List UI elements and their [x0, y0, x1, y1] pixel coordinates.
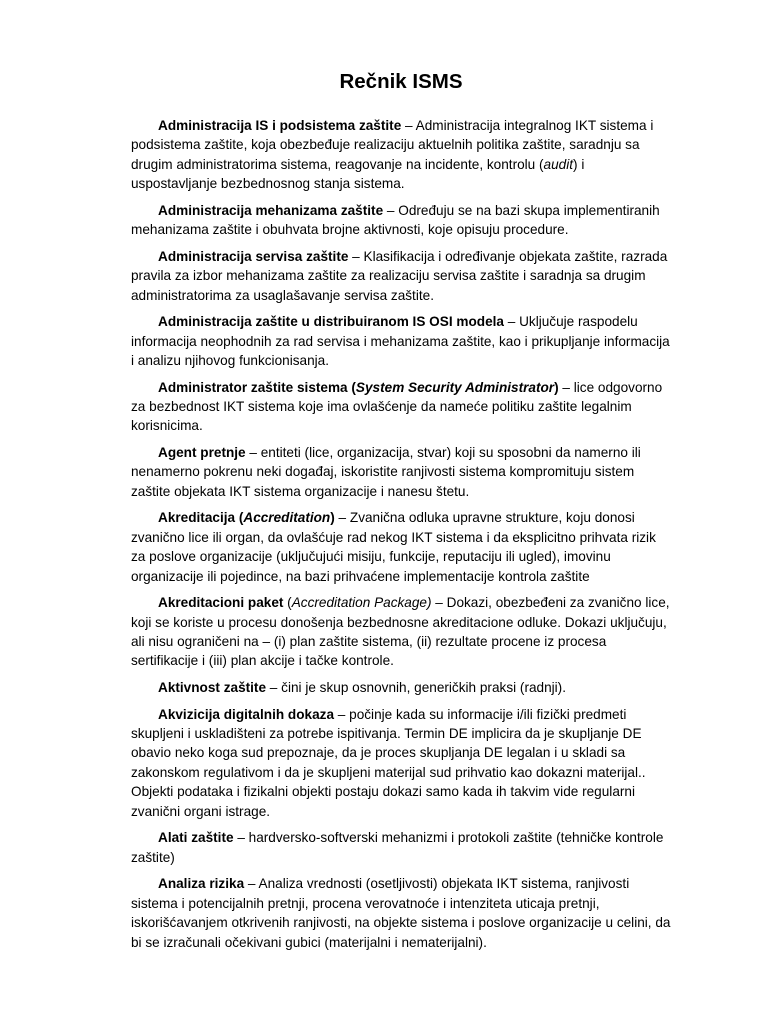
glossary-entry — [131, 116, 671, 194]
entry-text: – Određuju se na bazi skupa implementiranih mehanizama zaštite i obuhvata brojne aktivnosti, koje opisuju procedure. — [131, 202, 660, 238]
entry-text: – Zvanična odluka upravne strukture, koju donosi zvanično lice ili organ, da ovlašćuje rad nekog IKT sistema i da eksplicitno prihvata rizik za poslove organizacije (uključujući misiju, funkcije, reputaciju ili ugled), imovinu organizacije ili pojedince, na bazi prihvaćene implementacije kontrola zaštite — [131, 510, 656, 584]
entry-text: – čini je skup osnovnih, generičkih praksi (radnji). — [266, 680, 566, 696]
entry-term: Alati zaštite — [158, 830, 234, 846]
glossary-entry — [131, 678, 671, 697]
entry-term: ) — [330, 510, 335, 526]
document-page — [131, 68, 671, 959]
glossary-entry — [131, 312, 671, 370]
entry-term: Administracija IS i podsistema zaštite — [158, 118, 402, 133]
entry-text: – Klasifikacija i određivanje objekata zaštite, razrada pravila za izbor mehanizama zaštite za realizaciju servisa zaštite i saradnja sa drugim administratorima za usaglašavanje servisa zaštite. — [131, 248, 668, 303]
entry-term: ) — [554, 379, 559, 395]
glossary-entry — [131, 378, 671, 436]
entry-text: – entiteti (lice, organizacija, stvar) koji su sposobni da namerno ili nenamerno pokrenu neki događaj, iskoristite ranjivosti sistema kompromituju sistem zaštite objekata IKT sistema organizacije i nanesu štetu. — [131, 445, 641, 499]
entry-text: – Uključuje raspodelu informacija neophodnih za rad servisa i mehanizama zaštite, kao i prikupljanje informacija i analizu njihovog funkcionisanja. — [131, 314, 670, 369]
entry-text: ) i uspostavljanje bezbednosnog stanja sistema. — [131, 156, 585, 192]
entry-text: audit — [543, 156, 574, 172]
entry-text: ( — [283, 595, 292, 611]
glossary-entry — [131, 201, 671, 240]
entry-text: – Administracija integralnog IKT sistema i podsistema zaštite, koja obezbeđuje realizaciju aktuelnih politika zaštite, saradnju sa drugim administratorima sistema, reagovanje na incidente, kontrolu ( — [131, 118, 654, 172]
entry-term: Analiza rizika — [158, 876, 245, 892]
entry-term: Accreditation — [243, 510, 331, 526]
entry-text: – počinje kada su informacije i/ili fizički predmeti skupljeni i uskladišteni za potrebe ispitivanja. Termin DE implicira da je skupljanje DE obavio neko koga sud prepoznaje, da je proces skupljanja DE legalan i u skladi sa zakonskom regulativom i da je skupljeni materijal sud prihvatio kao dokazni materijal.. Objekti podataka i fizikalni objekti postaju dokazi samo kada ih takvim vide regularni zvanični organi istrage. — [131, 706, 646, 819]
entry-text: – lice odgovorno za bezbednost IKT sistema koje ima ovlašćenje da nameće politiku zaštite legalnim korisnicima. — [131, 379, 663, 434]
glossary-entries — [131, 116, 671, 952]
entry-term: Administracija mehanizama zaštite — [158, 202, 384, 218]
glossary-entry — [131, 593, 671, 671]
entry-term: Administrator zaštite sistema ( — [158, 379, 356, 395]
entry-term: Administracija zaštite u distribuiranom IS OSI modela — [158, 314, 504, 330]
entry-term: Akvizicija digitalnih dokaza — [158, 706, 335, 722]
glossary-entry — [131, 828, 671, 867]
entry-term: Administracija servisa zaštite — [158, 248, 349, 264]
glossary-entry — [131, 443, 671, 501]
document-title: Rečnik ISMS — [339, 70, 463, 93]
entry-text: – Analiza vrednosti (osetljivosti) objekata IKT sistema, ranjivosti sistema i potencijalnih pretnji, procena verovatnoće i intenziteta uticaja pretnji, iskorišćavanjem otkrivenih ranjivosti, na objekte sistema i poslove organizacije u celini, da bi se izračunali očekivani gubici (materijalni i nematerijalni). — [131, 876, 671, 950]
entry-term: Aktivnost zaštite — [158, 680, 267, 696]
entry-text: – Dokazi, obezbeđeni za zvanično lice, koji se koriste u procesu donošenja bezbednosne akreditacione odluke. Dokazi uključuju, ali nisu ograničeni na – (i) plan zaštite sistema, (ii) rezultate procene iz procesa sertifikacije i (iii) plan akcije i tačke kontrole. — [131, 595, 670, 669]
entry-text: – hardversko-softverski mehanizmi i protokoli zaštite (tehničke kontrole zaštite) — [131, 830, 664, 865]
glossary-entry — [131, 247, 671, 305]
entry-term: Akreditacija ( — [158, 510, 244, 526]
glossary-entry — [131, 705, 671, 821]
entry-term: System Security Administrator — [355, 379, 555, 395]
entry-term: Agent pretnje — [158, 445, 246, 461]
glossary-entry — [131, 508, 671, 586]
glossary-entry — [131, 874, 671, 952]
entry-text: Accreditation Package) — [291, 595, 432, 611]
entry-term: Akreditacioni paket — [158, 595, 284, 611]
